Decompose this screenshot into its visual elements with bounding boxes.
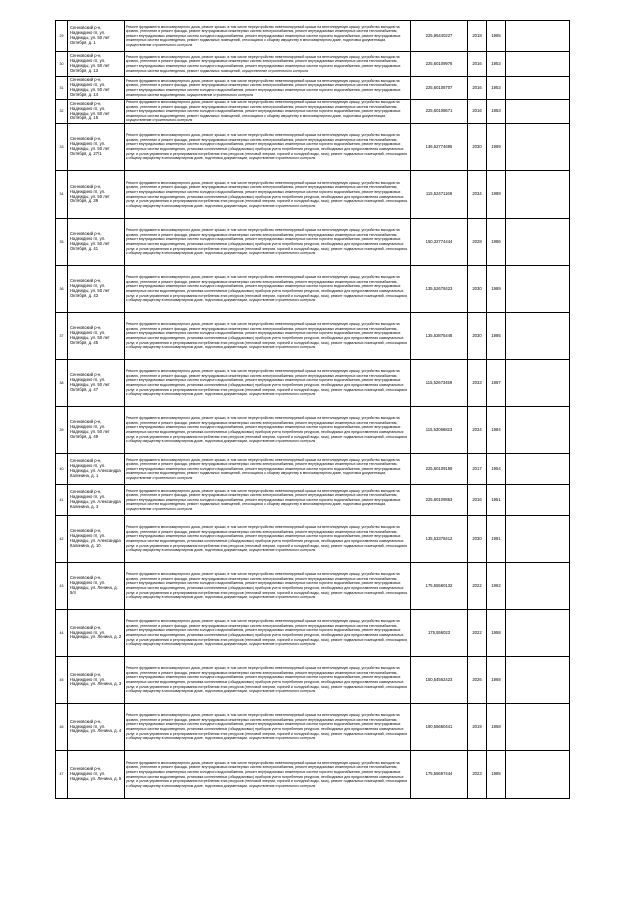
start-year-cell: 2016 xyxy=(468,100,487,124)
table-row xyxy=(56,52,570,77)
start-year-cell: 2030 xyxy=(468,124,487,171)
empty-cell xyxy=(506,485,570,516)
works-cell: Ремонт фундамента многоквартирного дома, ремонт крыши, в том числе переустройство невентилируемой крыши на вентилируемую крышу, устройство выходов на кровлю, утепление и ремонт фасада, ремонт внутридомовых инженерных систем электроснабжения, ремонт внутридомовых инженерных систем теплоснабжения, ремонт внутридомовых инженерных систем холодного водоснабжения, ремонт внутридомовых инженерных систем горячего водоснабжения, ремонт внутридомовых инженерных систем водоотведения, ремонт подвальных помещений, относящихся к общему имуществу в многоквартирном доме, подготовка документации, осуществление строительного контроля xyxy=(125,100,411,124)
works-cell: Ремонт фундамента многоквартирного дома, ремонт крыши, в том числе переустройство невентилируемой крыши на вентилируемую крышу, устройство выходов на кровлю, утепление и ремонт фасада, ремонт внутридомовых инженерных систем электроснабжения, ремонт внутридомовых инженерных систем теплоснабжения, ремонт внутридомовых инженерных систем холодного водоснабжения, ремонт внутридомовых инженерных систем горячего водоснабжения, ремонт внутридомовых инженерных систем водоотведения, установка коллективных (общедомовых) приборов учета потребления ресурсов, необходимых для предоставления коммунальных услуг, и узлов управления и регулирования потребления этих ресурсов (тепловой энергии, горячей и холодной воды, газа), ремонт подвальных помещений, относящихся к общему имуществу в многоквартирном доме, подготовка документации, осуществление строительного контроля xyxy=(125,219,411,266)
cost-cell: 150,32774444 xyxy=(411,219,468,266)
table-row xyxy=(56,313,570,360)
empty-cell xyxy=(506,610,570,657)
table-row xyxy=(56,610,570,657)
row-number: 45 xyxy=(56,657,68,704)
end-year-cell: 1989 xyxy=(487,171,506,219)
row-number: 32 xyxy=(56,100,68,124)
start-year-cell: 2016 xyxy=(468,52,487,77)
start-year-cell: 2026 xyxy=(468,657,487,704)
empty-cell xyxy=(506,21,570,52)
address-cell: Сенновский р-н, Надеждино гп, ул. Надежды, ул. 50 лет Октября, д. 15 xyxy=(68,100,125,124)
start-year-cell: 2034 xyxy=(468,171,487,219)
end-year-cell: 1962 xyxy=(487,563,506,610)
cost-cell: 225,60108707 xyxy=(411,77,468,100)
works-cell: Ремонт фундамента многоквартирного дома, ремонт крыши, в том числе переустройство невентилируемой крыши на вентилируемую крышу, устройство выходов на кровлю, утепление и ремонт фасада, ремонт внутридомовых инженерных систем электроснабжения, ремонт внутридомовых инженерных систем теплоснабжения, ремонт внутридомовых инженерных систем холодного водоснабжения, ремонт внутридомовых инженерных систем горячего водоснабжения, ремонт внутридомовых инженерных систем водоотведения, ремонт подвальных помещений, относящихся к общему имуществу в многоквартирном доме, подготовка документации, осуществление строительного контроля xyxy=(125,454,411,485)
end-year-cell: 1989 xyxy=(487,124,506,171)
table-row xyxy=(56,360,570,407)
empty-cell xyxy=(506,266,570,313)
start-year-cell: 2019 xyxy=(468,704,487,751)
document-page xyxy=(55,20,569,799)
works-cell: Ремонт фундамента многоквартирного дома, ремонт крыши, в том числе переустройство невентилируемой крыши на вентилируемую крышу, устройство выходов на кровлю, утепление и ремонт фасада, ремонт внутридомовых инженерных систем электроснабжения, ремонт внутридомовых инженерных систем теплоснабжения, ремонт внутридомовых инженерных систем холодного водоснабжения, ремонт внутридомовых инженерных систем горячего водоснабжения, ремонт внутридомовых инженерных систем водоотведения, ремонт подвальных помещений, относящихся к общему имуществу в многоквартирном доме, подготовка документации, осуществление строительного контроля xyxy=(125,21,411,52)
start-year-cell: 2016 xyxy=(468,485,487,516)
end-year-cell: 1958 xyxy=(487,704,506,751)
cost-cell: 175,556023 xyxy=(411,610,468,657)
table-row xyxy=(56,171,570,219)
cost-cell: 136,52774695 xyxy=(411,124,468,171)
end-year-cell: 1968 xyxy=(487,657,506,704)
address-cell: Сенновский р-н, Надеждино гп, ул. Надежды, ул. 50 лет Октября, д. 43 xyxy=(68,266,125,313)
cost-cell: 225,60108671 xyxy=(411,100,468,124)
cost-cell: 225,95440227 xyxy=(411,21,468,52)
cost-cell: 135,53875448 xyxy=(411,313,468,360)
address-cell: Сенновский р-н, Надеждино гп, ул. Надежды, ул. 50 лет Октября, д. 1 xyxy=(68,21,125,52)
end-year-cell: 1953 xyxy=(487,52,506,77)
row-number: 31 xyxy=(56,77,68,100)
start-year-cell: 2028 xyxy=(468,219,487,266)
empty-cell xyxy=(506,657,570,704)
row-number: 33 xyxy=(56,124,68,171)
capital-repair-table xyxy=(55,20,570,799)
works-cell: Ремонт фундамента многоквартирного дома, ремонт крыши, в том числе переустройство невентилируемой крыши на вентилируемую крышу, устройство выходов на кровлю, утепление и ремонт фасада, ремонт внутридомовых инженерных систем электроснабжения, ремонт внутридомовых инженерных систем теплоснабжения, ремонт внутридомовых инженерных систем холодного водоснабжения, ремонт внутридомовых инженерных систем горячего водоснабжения, ремонт внутридомовых инженерных систем водоотведения, осуществление строительного контроля xyxy=(125,77,411,100)
empty-cell xyxy=(506,407,570,454)
cost-cell: 150,54562423 xyxy=(411,657,468,704)
address-cell: Сенновский р-н, Надеждино гп, ул. Надежды, ул. 50 лет Октября, д. 47 xyxy=(68,360,125,407)
empty-cell xyxy=(506,516,570,563)
table-row xyxy=(56,219,570,266)
end-year-cell: 1981 xyxy=(487,516,506,563)
works-cell: Ремонт фундамента многоквартирного дома, ремонт крыши, в том числе переустройство невентилируемой крыши на вентилируемую крышу, устройство выходов на кровлю, утепление и ремонт фасада, ремонт внутридомовых инженерных систем электроснабжения, ремонт внутридомовых инженерных систем теплоснабжения, ремонт внутридомовых инженерных систем холодного водоснабжения, ремонт внутридомовых инженерных систем горячего водоснабжения, ремонт внутридомовых инженерных систем водоотведения, установка коллективных (общедомовых) приборов учета потребления ресурсов, необходимых для предоставления коммунальных услуг, и узлов управления и регулирования потребления этих ресурсов (тепловой энергии, горячей и холодной воды, газа), ремонт подвальных помещений, относящихся к общему имуществу в многоквартирном доме, подготовка документации, осуществление строительного контроля xyxy=(125,610,411,657)
address-cell: Сенновский р-н, Надеждино гп, ул. Надежды, ул. 50 лет Октября, д. 41 xyxy=(68,219,125,266)
end-year-cell: 1954 xyxy=(487,454,506,485)
start-year-cell: 2033 xyxy=(468,360,487,407)
works-cell: Ремонт фундамента многоквартирного дома, ремонт крыши, в том числе переустройство невентилируемой крыши на вентилируемую крышу, устройство выходов на кровлю, утепление и ремонт фасада, ремонт внутридомовых инженерных систем электроснабжения, ремонт внутридомовых инженерных систем теплоснабжения, ремонт внутридомовых инженерных систем холодного водоснабжения, ремонт внутридомовых инженерных систем горячего водоснабжения, ремонт внутридомовых инженерных систем водоотведения, установка коллективных (общедомовых) приборов учета потребления ресурсов, необходимых для предоставления коммунальных услуг, и узлов управления и регулирования потребления этих ресурсов (тепловой энергии, горячей и холодной воды, газа), ремонт подвальных помещений, относящихся к общему имуществу в многоквартирном доме, подготовка документации, осуществление строительного контроля xyxy=(125,704,411,751)
end-year-cell: 1965 xyxy=(487,21,506,52)
empty-cell xyxy=(506,563,570,610)
row-number: 38 xyxy=(56,360,68,407)
table-row xyxy=(56,751,570,799)
table-row xyxy=(56,563,570,610)
start-year-cell: 2022 xyxy=(468,563,487,610)
row-number: 30 xyxy=(56,52,68,77)
works-cell: Ремонт фундамента многоквартирного дома, ремонт крыши, в том числе переустройство невентилируемой крыши на вентилируемую крышу, устройство выходов на кровлю, утепление и ремонт фасада, ремонт внутридомовых инженерных систем электроснабжения, ремонт внутридомовых инженерных систем теплоснабжения, ремонт внутридомовых инженерных систем холодного водоснабжения, ремонт внутридомовых инженерных систем горячего водоснабжения, ремонт внутридомовых инженерных систем водоотведения, ремонт подвальных помещений, осуществление строительного контроля xyxy=(125,52,411,77)
address-cell: Сенновский р-н, Надеждино гп, ул. Надежды, ул. Ленина, д. 4 xyxy=(68,704,125,751)
works-cell: Ремонт фундамента многоквартирного дома, ремонт крыши, в том числе переустройство невентилируемой крыши на вентилируемую крышу, устройство выходов на кровлю, утепление и ремонт фасада, ремонт внутридомовых инженерных систем электроснабжения, ремонт внутридомовых инженерных систем теплоснабжения, ремонт внутридомовых инженерных систем холодного водоснабжения, ремонт внутридомовых инженерных систем горячего водоснабжения, ремонт внутридомовых инженерных систем водоотведения, установка коллективных (общедомовых) приборов учета потребления ресурсов, необходимых для предоставления коммунальных услуг, и узлов управления и регулирования потребления этих ресурсов (тепловой энергии, горячей и холодной воды, газа), ремонт подвальных помещений, относящихся к общему имуществу в многоквартирном доме, подготовка документации, осуществление строительного контроля xyxy=(125,516,411,563)
address-cell: Сенновский р-н, Надеждино гп, ул. Надежды, ул. 50 лет Октября, д. 39 xyxy=(68,171,125,219)
end-year-cell: 1986 xyxy=(487,219,506,266)
works-cell: Ремонт фундамента многоквартирного дома, ремонт крыши, в том числе переустройство невентилируемой крыши на вентилируемую крышу, устройство выходов на кровлю, утепление и ремонт фасада, ремонт внутридомовых инженерных систем электроснабжения, ремонт внутридомовых инженерных систем теплоснабжения, ремонт внутридомовых инженерных систем холодного водоснабжения, ремонт внутридомовых инженерных систем горячего водоснабжения, ремонт внутридомовых инженерных систем водоотведения, установка коллективных (общедомовых) приборов учета потребления ресурсов, необходимых для предоставления коммунальных услуг, и узлов управления и регулирования потребления этих ресурсов (тепловой энергии, горячей и холодной воды, газа), ремонт подвальных помещений, относящихся к общему имуществу в многоквартирном доме, подготовка документации, осуществление строительного контроля xyxy=(125,751,411,799)
empty-cell xyxy=(506,100,570,124)
works-cell: Ремонт фундамента многоквартирного дома, ремонт крыши, в том числе переустройство невентилируемой крыши на вентилируемую крышу, устройство выходов на кровлю, утепление и ремонт фасада, ремонт внутридомовых инженерных систем электроснабжения, ремонт внутридомовых инженерных систем теплоснабжения, ремонт внутридомовых инженерных систем холодного водоснабжения, ремонт внутридомовых инженерных систем горячего водоснабжения, ремонт внутридомовых инженерных систем водоотведения, ремонт подвальных помещений, относящихся к общему имуществу в многоквартирном доме, подготовка документации, осуществление строительного контроля xyxy=(125,485,411,516)
works-cell: Ремонт фундамента многоквартирного дома, ремонт крыши, в том числе переустройство невентилируемой крыши на вентилируемую крышу, устройство выходов на кровлю, утепление и ремонт фасада, ремонт внутридомовых инженерных систем электроснабжения, ремонт внутридомовых инженерных систем теплоснабжения, ремонт внутридомовых инженерных систем холодного водоснабжения, ремонт внутридомовых инженерных систем горячего водоснабжения, ремонт внутридомовых инженерных систем водоотведения, установка коллективных (общедомовых) приборов учета потребления ресурсов, необходимых для предоставления коммунальных услуг, и узлов управления и регулирования потребления этих ресурсов (тепловой энергии, горячей и холодной воды, газа), ремонт подвальных помещений, относящихся к общему имуществу в многоквартирном доме, подготовка документации, осуществление строительного контроля xyxy=(125,407,411,454)
cost-cell: 225,60109159 xyxy=(411,454,468,485)
empty-cell xyxy=(506,751,570,799)
works-cell: Ремонт фундамента многоквартирного дома, ремонт крыши, в том числе переустройство невентилируемой крыши на вентилируемую крышу, устройство выходов на кровлю, утепление и ремонт фасада, ремонт внутридомовых инженерных систем электроснабжения, ремонт внутридомовых инженерных систем теплоснабжения, ремонт внутридомовых инженерных систем холодного водоснабжения, ремонт внутридомовых инженерных систем горячего водоснабжения, ремонт внутридомовых инженерных систем водоотведения, установка коллективных (общедомовых) приборов учета потребления ресурсов, необходимых для предоставления коммунальных услуг, и узлов управления и регулирования потребления этих ресурсов (тепловой энергии, горячей и холодной воды, газа), ремонт подвальных помещений, относящихся к общему имуществу в многоквартирном доме, подготовка документации, осуществление строительного контроля xyxy=(125,657,411,704)
empty-cell xyxy=(506,171,570,219)
table-row xyxy=(56,704,570,751)
table-row xyxy=(56,100,570,124)
empty-cell xyxy=(506,77,570,100)
works-cell: Ремонт фундамента многоквартирного дома, ремонт крыши, в том числе переустройство невентилируемой крыши на вентилируемую крышу, устройство выходов на кровлю, утепление и ремонт фасада, ремонт внутридомовых инженерных систем электроснабжения, ремонт внутридомовых инженерных систем теплоснабжения, ремонт внутридомовых инженерных систем холодного водоснабжения, ремонт внутридомовых инженерных систем горячего водоснабжения, ремонт внутридомовых инженерных систем водоотведения, установка коллективных (общедомовых) приборов учета потребления ресурсов, необходимых для предоставления коммунальных услуг, и узлов управления и регулирования потребления этих ресурсов (тепловой энергии, горячей и холодной воды, газа), ремонт подвальных помещений, относящихся к общему имуществу в многоквартирном доме, подготовка документации, осуществление строительного контроля xyxy=(125,124,411,171)
row-number: 36 xyxy=(56,266,68,313)
address-cell: Сенновский р-н, Надеждино гп, ул. Надежды, ул. Александра Калинина, д. 10 xyxy=(68,516,125,563)
cost-cell: 175,55560132 xyxy=(411,563,468,610)
table-row xyxy=(56,454,570,485)
address-cell: Сенновский р-н, Надеждино гп, ул. Надежды, ул. Александра Калинина, д. 3 xyxy=(68,485,125,516)
start-year-cell: 2016 xyxy=(468,77,487,100)
row-number: 44 xyxy=(56,610,68,657)
table-row xyxy=(56,21,570,52)
address-cell: Сенновский р-н, Надеждино гп, ул. Надежды, ул. 50 лет Октября, д. 27/1 xyxy=(68,124,125,171)
works-cell: Ремонт фундамента многоквартирного дома, ремонт крыши, в том числе переустройство невентилируемой крыши на вентилируемую крышу, устройство выходов на кровлю, утепление и ремонт фасада, ремонт внутридомовых инженерных систем электроснабжения, ремонт внутридомовых инженерных систем теплоснабжения, ремонт внутридомовых инженерных систем холодного водоснабжения, ремонт внутридомовых инженерных систем горячего водоснабжения, ремонт внутридомовых инженерных систем водоотведения, установка коллективных (общедомовых) приборов учета потребления ресурсов, необходимых для предоставления коммунальных услуг, и узлов управления и регулирования потребления этих ресурсов (тепловой энергии, горячей и холодной воды, газа), ремонт подвальных помещений, относящихся к общему имуществу в многоквартирном доме, подготовка документации, осуществление строительного контроля xyxy=(125,171,411,219)
row-number: 47 xyxy=(56,751,68,799)
table-row xyxy=(56,485,570,516)
empty-cell xyxy=(506,124,570,171)
empty-cell xyxy=(506,219,570,266)
end-year-cell: 1984 xyxy=(487,407,506,454)
start-year-cell: 2017 xyxy=(468,454,487,485)
cost-cell: 115,52471169 xyxy=(411,171,468,219)
row-number: 46 xyxy=(56,704,68,751)
address-cell: Сенновский р-н, Надеждино гп, ул. Надежды, ул. 50 лет Октября, д. 13 xyxy=(68,52,125,77)
address-cell: Сенновский р-н, Надеждино гп, ул. Надежды, ул. Ленина, д. 5 xyxy=(68,751,125,799)
row-number: 40 xyxy=(56,454,68,485)
empty-cell xyxy=(506,704,570,751)
address-cell: Сенновский р-н, Надеждино гп, ул. Надежды, ул. Ленина, д. 3 xyxy=(68,657,125,704)
row-number: 35 xyxy=(56,219,68,266)
row-number: 37 xyxy=(56,313,68,360)
cost-cell: 190,55660441 xyxy=(411,704,468,751)
works-cell: Ремонт фундамента многоквартирного дома, ремонт крыши, в том числе переустройство невентилируемой крыши на вентилируемую крышу, устройство выходов на кровлю, утепление и ремонт фасада, ремонт внутридомовых инженерных систем электроснабжения, ремонт внутридомовых инженерных систем теплоснабжения, ремонт внутридомовых инженерных систем холодного водоснабжения, ремонт внутридомовых инженерных систем горячего водоснабжения, ремонт внутридомовых инженерных систем водоотведения, установка коллективных (общедомовых) приборов учета потребления ресурсов, необходимых для предоставления коммунальных услуг, и узлов управления и регулирования потребления этих ресурсов (тепловой энергии, горячей и холодной воды, газа), ремонт подвальных помещений, относящихся к общему имуществу в многоквартирном доме, подготовка документации, осуществление строительного контроля xyxy=(125,360,411,407)
end-year-cell: 1951 xyxy=(487,485,506,516)
table-row xyxy=(56,124,570,171)
address-cell: Сенновский р-н, Надеждино гп, ул. Надежды, ул. Ленина, д. 5/4 xyxy=(68,563,125,610)
cost-cell: 135,52678423 xyxy=(411,266,468,313)
address-cell: Сенновский р-н, Надеждино гп, ул. Надежды, ул. Александра Калинина, д. 1 xyxy=(68,454,125,485)
row-number: 41 xyxy=(56,485,68,516)
table-row xyxy=(56,516,570,563)
row-number: 43 xyxy=(56,563,68,610)
end-year-cell: 1953 xyxy=(487,100,506,124)
cost-cell: 115,52673459 xyxy=(411,360,468,407)
address-cell: Сенновский р-н, Надеждино гп, ул. Надежды, ул. 50 лет Октября, д. 14 xyxy=(68,77,125,100)
works-cell: Ремонт фундамента многоквартирного дома, ремонт крыши, в том числе переустройство невентилируемой крыши на вентилируемую крышу, устройство выходов на кровлю, утепление и ремонт фасада, ремонт внутридомовых инженерных систем электроснабжения, ремонт внутридомовых инженерных систем теплоснабжения, ремонт внутридомовых инженерных систем холодного водоснабжения, ремонт внутридомовых инженерных систем горячего водоснабжения, ремонт внутридомовых инженерных систем водоотведения, установка коллективных (общедомовых) приборов учета потребления ресурсов, необходимых для предоставления коммунальных услуг, и узлов управления и регулирования потребления этих ресурсов (тепловой энергии, горячей и холодной воды, газа), ремонт подвальных помещений, относящихся к общему имуществу в многоквартирном доме, подготовка документации, осуществление строительного контроля xyxy=(125,313,411,360)
cost-cell: 135,53378412 xyxy=(411,516,468,563)
cost-cell: 115,53066823 xyxy=(411,407,468,454)
end-year-cell: 1985 xyxy=(487,313,506,360)
row-number: 39 xyxy=(56,407,68,454)
start-year-cell: 2023 xyxy=(468,751,487,799)
start-year-cell: 2030 xyxy=(468,266,487,313)
address-cell: Сенновский р-н, Надеждино гп, ул. Надежды, ул. 50 лет Октября, д. 45 xyxy=(68,313,125,360)
cost-cell: 225,60109863 xyxy=(411,485,468,516)
empty-cell xyxy=(506,360,570,407)
empty-cell xyxy=(506,313,570,360)
start-year-cell: 2018 xyxy=(468,21,487,52)
end-year-cell: 1987 xyxy=(487,360,506,407)
end-year-cell: 1965 xyxy=(487,751,506,799)
start-year-cell: 2034 xyxy=(468,407,487,454)
cost-cell: 175,55697444 xyxy=(411,751,468,799)
row-number: 34 xyxy=(56,171,68,219)
row-number: 42 xyxy=(56,516,68,563)
table-row xyxy=(56,266,570,313)
cost-cell: 225,60109976 xyxy=(411,52,468,77)
table-body xyxy=(56,21,570,799)
end-year-cell: 1989 xyxy=(487,266,506,313)
start-year-cell: 2022 xyxy=(468,610,487,657)
end-year-cell: 1958 xyxy=(487,610,506,657)
empty-cell xyxy=(506,454,570,485)
works-cell: Ремонт фундамента многоквартирного дома, ремонт крыши, в том числе переустройство невентилируемой крыши на вентилируемую крышу, устройство выходов на кровлю, утепление и ремонт фасада, ремонт внутридомовых инженерных систем электроснабжения, ремонт внутридомовых инженерных систем теплоснабжения, ремонт внутридомовых инженерных систем холодного водоснабжения, ремонт внутридомовых инженерных систем горячего водоснабжения, ремонт внутридомовых инженерных систем водоотведения, установка коллективных (общедомовых) приборов учета потребления ресурсов, необходимых для предоставления коммунальных услуг, и узлов управления и регулирования потребления этих ресурсов (тепловой энергии, горячей и холодной воды, газа), ремонт подвальных помещений, относящихся к общему имуществу в многоквартирном доме, подготовка документации, осуществление строительного контроля xyxy=(125,266,411,313)
start-year-cell: 2030 xyxy=(468,516,487,563)
works-cell: Ремонт фундамента многоквартирного дома, ремонт крыши, в том числе переустройство невентилируемой крыши на вентилируемую крышу, устройство выходов на кровлю, утепление и ремонт фасада, ремонт внутридомовых инженерных систем электроснабжения, ремонт внутридомовых инженерных систем теплоснабжения, ремонт внутридомовых инженерных систем холодного водоснабжения, ремонт внутридомовых инженерных систем горячего водоснабжения, ремонт внутридомовых инженерных систем водоотведения, установка коллективных (общедомовых) приборов учета потребления ресурсов, необходимых для предоставления коммунальных услуг, и узлов управления и регулирования потребления этих ресурсов (тепловой энергии, горячей и холодной воды, газа), ремонт подвальных помещений, относящихся к общему имуществу в многоквартирном доме, подготовка документации, осуществление строительного контроля xyxy=(125,563,411,610)
end-year-cell: 1953 xyxy=(487,77,506,100)
start-year-cell: 2030 xyxy=(468,313,487,360)
table-row xyxy=(56,407,570,454)
address-cell: Сенновский р-н, Надеждино гп, ул. Надежды, ул. 50 лет Октября, д. 49 xyxy=(68,407,125,454)
table-row xyxy=(56,657,570,704)
table-row xyxy=(56,77,570,100)
address-cell: Сенновский р-н, Надеждино гп, ул. Надежды, ул. Ленина, д. 2 xyxy=(68,610,125,657)
empty-cell xyxy=(506,52,570,77)
row-number: 29 xyxy=(56,21,68,52)
